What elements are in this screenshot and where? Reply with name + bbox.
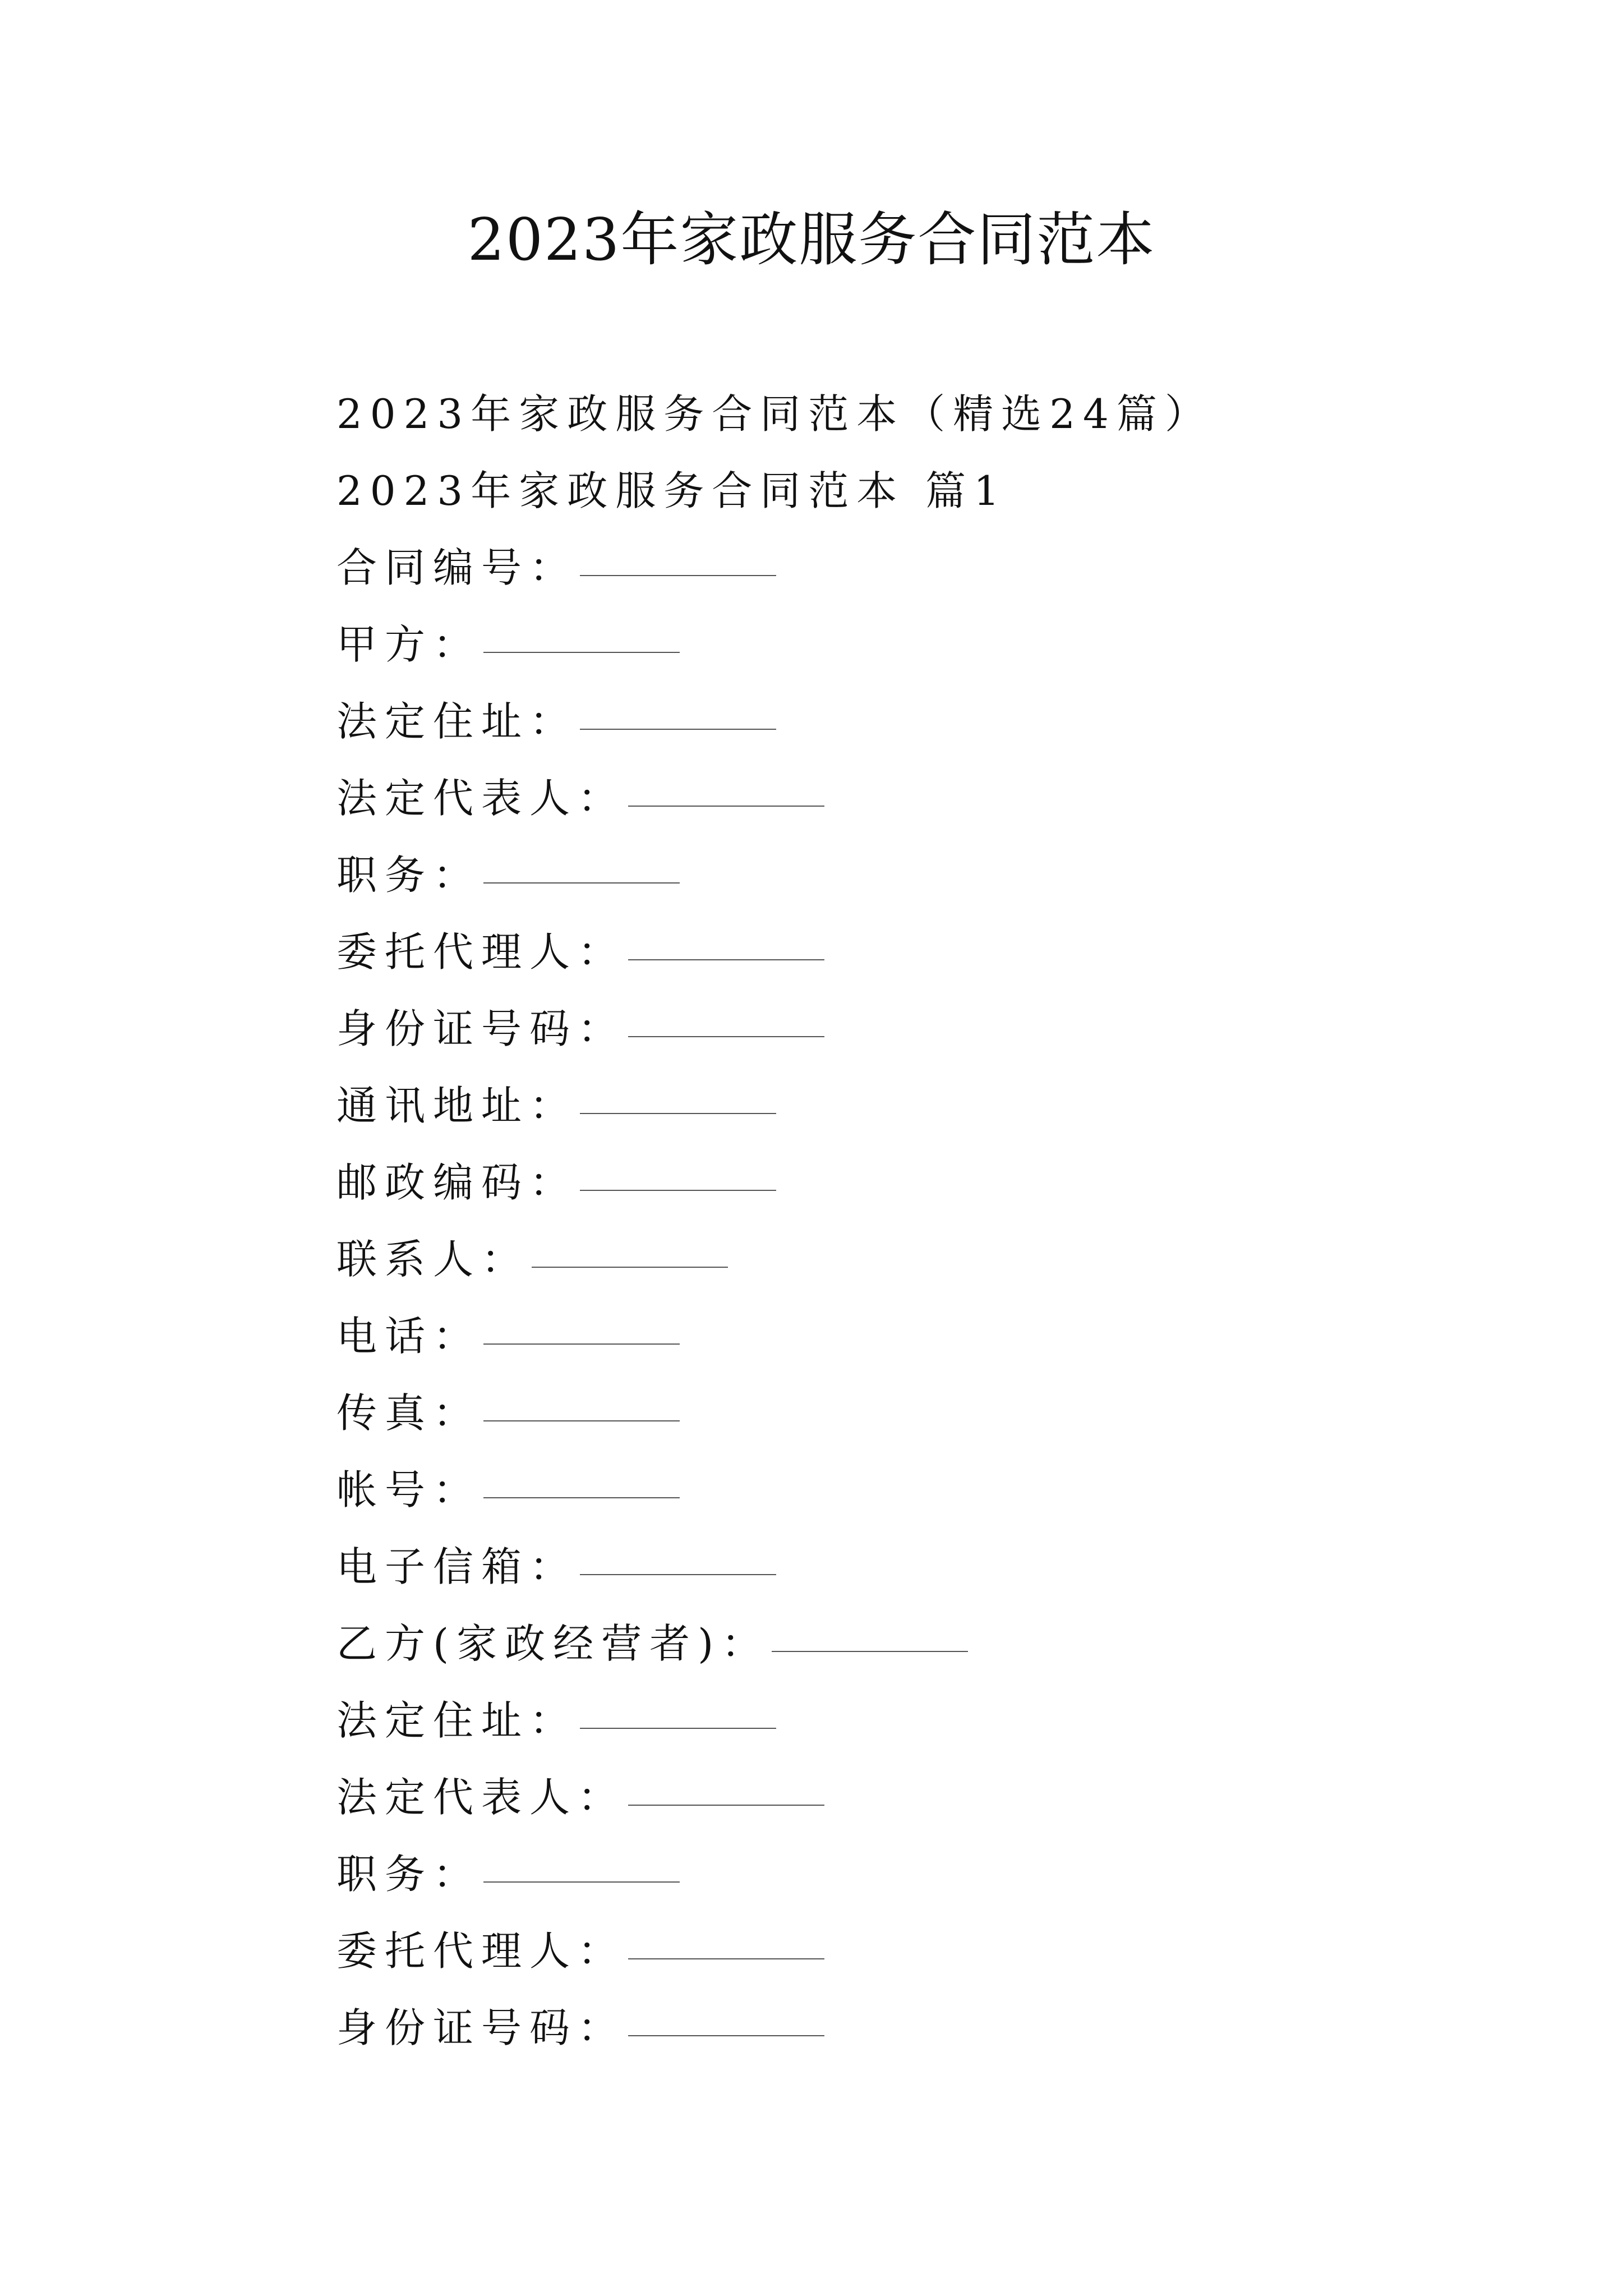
fill-in-blank: [628, 770, 824, 807]
field-label: 法定代表人：: [336, 775, 626, 822]
field-label: 甲方：: [336, 621, 482, 668]
fill-in-blank: [580, 1538, 776, 1575]
field-line: [336, 1221, 1514, 1298]
field-line: [336, 1144, 1514, 1221]
field-label: 乙方(家政经营者)：: [336, 1620, 770, 1667]
field-line: [336, 1529, 1514, 1605]
field-label: 身份证号码：: [336, 2004, 626, 2051]
field-label: 通讯地址：: [336, 1082, 578, 1129]
field-line: [336, 683, 1514, 760]
field-line: [336, 1068, 1514, 1144]
fill-in-blank: [628, 1769, 824, 1806]
field-label: 职务：: [336, 1851, 482, 1898]
field-label: 职务：: [336, 852, 482, 899]
fill-in-blank: [628, 923, 824, 960]
fill-in-blank: [628, 1999, 824, 2036]
field-line: [336, 1375, 1514, 1452]
field-line: [336, 1759, 1514, 1836]
fill-in-blank: [580, 1077, 776, 1114]
field-line: [336, 530, 1514, 606]
document-subtitle: 2023年家政服务合同范本（精选24篇）: [336, 390, 1213, 438]
field-line: [336, 1990, 1514, 2067]
fill-in-blank: [483, 846, 680, 884]
fill-in-blank: [483, 1461, 680, 1498]
field-label: 法定代表人：: [336, 1774, 626, 1821]
field-line: [336, 1913, 1514, 1990]
field-label: 传真：: [336, 1389, 482, 1437]
field-line: [336, 837, 1514, 914]
field-label: 电子信箱：: [336, 1543, 578, 1590]
document-body: [336, 376, 1514, 2067]
fill-in-blank: [580, 539, 776, 576]
field-label: 委托代理人：: [336, 1927, 626, 1975]
field-line: [336, 760, 1514, 837]
field-line: [336, 1682, 1514, 1759]
field-label: 法定住址：: [336, 698, 578, 745]
field-label: 电话：: [336, 1313, 482, 1360]
section-heading-line: [336, 453, 1514, 530]
fill-in-blank: [483, 1308, 680, 1345]
field-label: 法定住址：: [336, 1697, 578, 1744]
fill-in-blank: [628, 1000, 824, 1037]
field-label: 身份证号码：: [336, 1005, 626, 1052]
field-line: [336, 991, 1514, 1068]
fill-in-blank: [580, 693, 776, 730]
field-label: 邮政编码：: [336, 1159, 578, 1206]
field-label: 合同编号：: [336, 544, 578, 591]
field-label: 委托代理人：: [336, 928, 626, 976]
field-line: [336, 914, 1514, 991]
fill-in-blank: [628, 1922, 824, 1959]
fill-in-blank: [483, 616, 680, 653]
field-label: 帐号：: [336, 1466, 482, 1513]
document-title: 2023年家政服务合同范本: [467, 205, 1156, 274]
section-heading: 2023年家政服务合同范本 篇1: [336, 467, 1007, 514]
fill-in-blank: [483, 1846, 680, 1883]
fill-in-blank: [772, 1615, 968, 1652]
fill-in-blank: [532, 1231, 728, 1268]
fill-in-blank: [580, 1154, 776, 1191]
fill-in-blank: [483, 1384, 680, 1421]
field-label: 联系人：: [336, 1236, 530, 1283]
field-line: [336, 606, 1514, 683]
subtitle-line: [336, 376, 1514, 453]
field-line: [336, 1836, 1514, 1913]
field-line: [336, 1452, 1514, 1529]
fill-in-blank: [580, 1692, 776, 1729]
field-line: [336, 1605, 1514, 1682]
field-line: [336, 1298, 1514, 1375]
